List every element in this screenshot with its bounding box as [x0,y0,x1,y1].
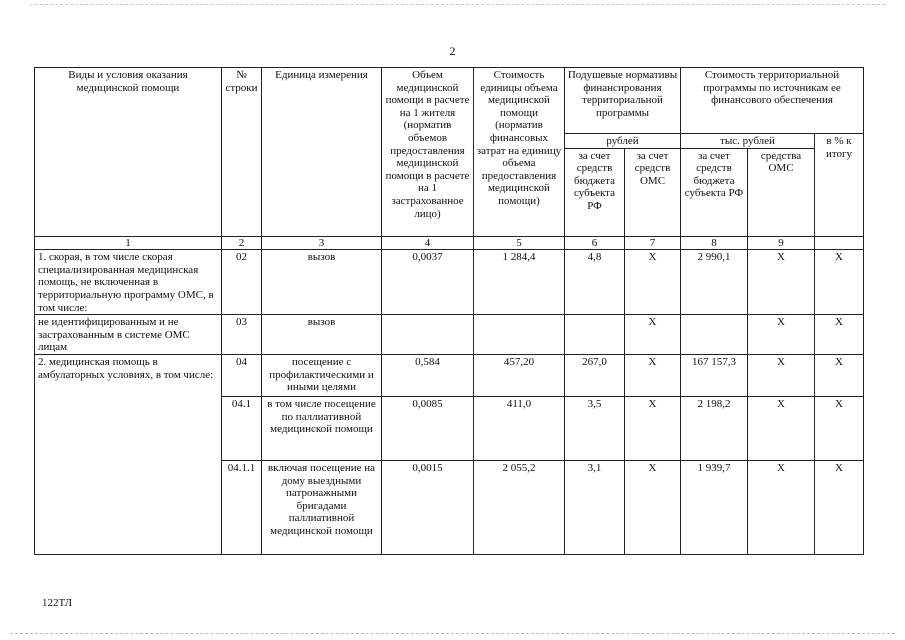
row-cost-budget [681,315,748,355]
row-line-number: 03 [222,315,262,355]
row-cost-budget: 2 990,1 [681,250,748,315]
row-cost-oms: X [748,460,815,554]
table-row [35,354,864,396]
row-unit: посещение с профилактическими и иными целями [262,354,382,396]
header-pc-oms: за счет средств ОМС [625,148,681,236]
row-volume: 0,0085 [382,396,474,460]
column-number: 9 [748,236,815,250]
header-program-cost: Стоимость территориальной программы по источникам ее финансового обеспечения [681,68,864,134]
header-percent-total: в % к итогу [815,134,864,237]
row-line-number: 04 [222,354,262,396]
column-number: 6 [565,236,625,250]
row-cost-oms: X [748,250,815,315]
row-pc-budget: 4,8 [565,250,625,315]
row-pc-oms: X [625,315,681,355]
header-thousand-rubles: тыс. рублей [681,134,815,149]
row-percent: X [815,460,864,554]
row-cost-oms: X [748,315,815,355]
page-number: 2 [449,44,456,58]
column-number: 1 [35,236,222,250]
header-cost-oms: средства ОМС [748,148,815,236]
row-unit-cost: 411,0 [474,396,565,460]
row-pc-budget: 3,1 [565,460,625,554]
row-cost-budget: 167 157,3 [681,354,748,396]
row-pc-oms: X [625,460,681,554]
header-line-number: № строки [222,68,262,237]
row-cost-budget: 1 939,7 [681,460,748,554]
header-per-capita: Подушевые нормативы финансирования территориальной программы [565,68,681,134]
row-care-type: не идентифицированным и не застрахованным в системе ОМС лицам [35,315,222,355]
header-care-type: Виды и условия оказания медицинской помощи [35,68,222,237]
column-number: 5 [474,236,565,250]
row-line-number: 04.1 [222,396,262,460]
row-percent: X [815,396,864,460]
row-unit-cost: 1 284,4 [474,250,565,315]
row-volume: 0,0037 [382,250,474,315]
scan-artifact-bottom [10,633,895,635]
row-pc-budget: 3,5 [565,396,625,460]
row-volume: 0,0015 [382,460,474,554]
row-percent: X [815,315,864,355]
row-cost-oms: X [748,396,815,460]
header-volume: Объем медицинской помощи в расчете на 1 жителя (норматив объемов предоставления медицинской помощи в расчете на 1 застрахованное лицо) [382,68,474,237]
row-care-type: 2. медицинская помощь в амбулаторных условиях, в том числе: [35,354,222,554]
row-volume: 0,584 [382,354,474,396]
row-cost-oms: X [748,354,815,396]
header-rubles: рублей [565,134,681,149]
row-unit: включая посещение на дому выездными патронажными бригадами паллиативной медицинской помощи [262,460,382,554]
row-unit: вызов [262,250,382,315]
column-number: 4 [382,236,474,250]
column-number: 2 [222,236,262,250]
row-pc-budget: 267,0 [565,354,625,396]
row-pc-oms: X [625,250,681,315]
scan-artifact-top [30,4,885,6]
column-number: 3 [262,236,382,250]
row-unit-cost: 2 055,2 [474,460,565,554]
row-care-type: 1. скорая, в том числе скорая специализированная медицинская помощь, не включенная в территориальную программу ОМС, в том числе: [35,250,222,315]
footer-code: 122ТЛ [42,597,73,609]
row-unit: вызов [262,315,382,355]
table-row [35,250,864,315]
row-pc-oms: X [625,354,681,396]
column-number: 7 [625,236,681,250]
row-unit-cost: 457,20 [474,354,565,396]
header-cost-budget: за счет средств бюджета субъекта РФ [681,148,748,236]
header-unit-cost: Стоимость единицы объема медицинской помощи (норматив финансовых затрат на единицу объема предоставления медицинской помощи) [474,68,565,237]
row-line-number: 04.1.1 [222,460,262,554]
column-number-row [35,236,864,250]
row-cost-budget: 2 198,2 [681,396,748,460]
header-pc-budget: за счет средств бюджета субъекта РФ [565,148,625,236]
row-line-number: 02 [222,250,262,315]
row-pc-budget [565,315,625,355]
row-percent: X [815,250,864,315]
column-number: 8 [681,236,748,250]
row-pc-oms: X [625,396,681,460]
row-unit: в том числе посещение по паллиативной медицинской помощи [262,396,382,460]
financing-norms-table [34,67,864,555]
row-percent: X [815,354,864,396]
row-unit-cost [474,315,565,355]
table-row [35,315,864,355]
header-unit: Единица измерения [262,68,382,237]
row-volume [382,315,474,355]
column-number [815,236,864,250]
